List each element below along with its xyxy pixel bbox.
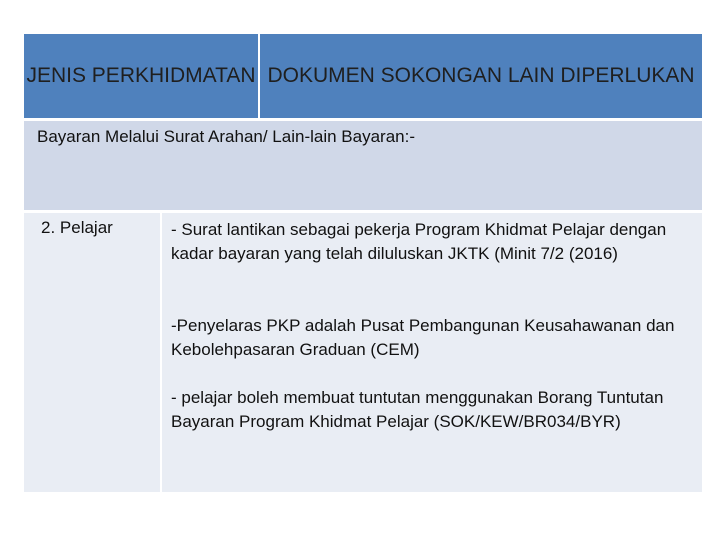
document-item: -Penyelaras PKP adalah Pusat Pembangunan Keusahawanan dan Kebolehpasaran Graduan (CEM) bbox=[171, 316, 675, 359]
service-type-label: 2. Pelajar bbox=[41, 218, 113, 237]
table-header-row bbox=[24, 34, 702, 118]
header-service-type: JENIS PERKHIDMATAN bbox=[24, 34, 260, 118]
support-documents-table bbox=[24, 34, 702, 492]
document-item: - Surat lantikan sebagai pekerja Program Khidmat Pelajar dengan kadar bayaran yang telah diluluskan JKTK (Minit 7/2 (2016) bbox=[171, 220, 667, 263]
section-title: Bayaran Melalui Surat Arahan/ Lain-lain Bayaran:- bbox=[37, 127, 415, 146]
table-row bbox=[24, 210, 702, 492]
section-row bbox=[24, 118, 702, 210]
header-supporting-documents: DOKUMEN SOKONGAN LAIN DIPERLUKAN bbox=[267, 64, 695, 87]
service-type-cell bbox=[24, 213, 162, 492]
document-item: - pelajar boleh membuat tuntutan menggunakan Borang Tuntutan Bayaran Program Khidmat Pelajar (SOK/KEW/BR034/BYR) bbox=[171, 388, 664, 431]
documents-cell bbox=[162, 213, 702, 492]
